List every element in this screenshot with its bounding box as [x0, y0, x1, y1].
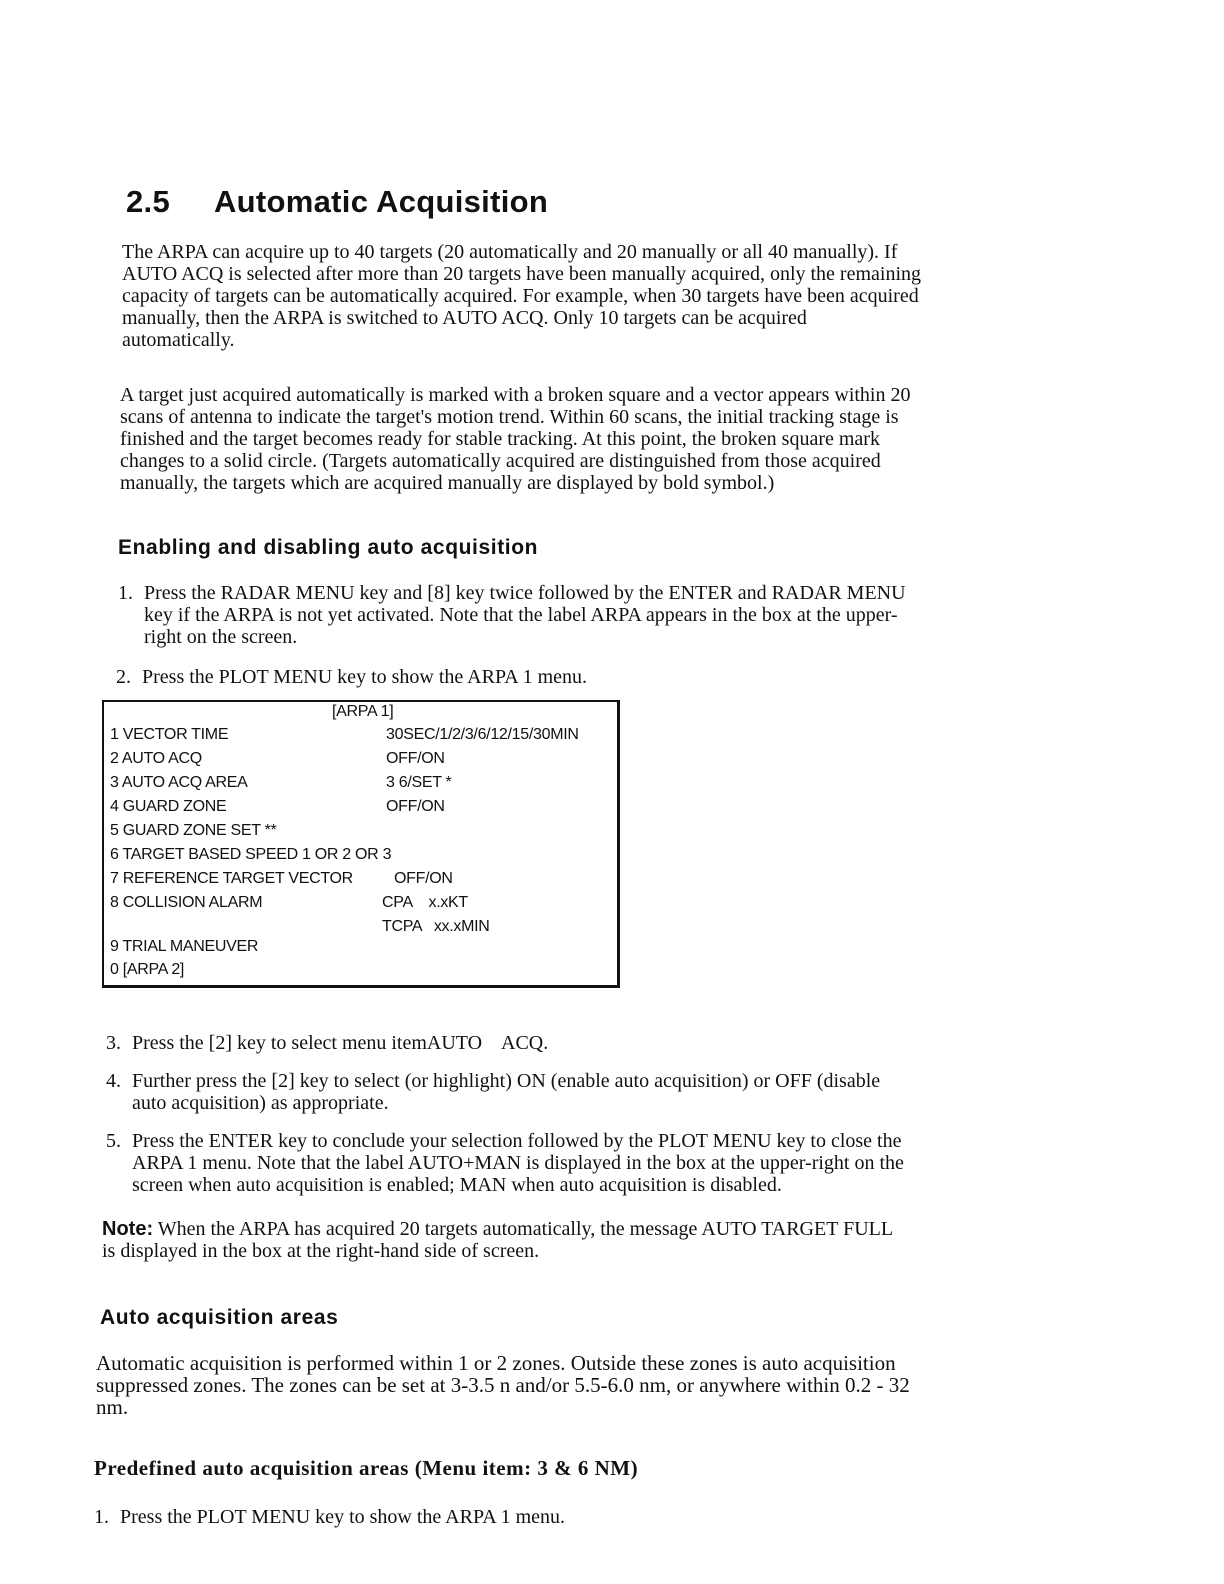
step-text	[132, 1130, 904, 1196]
predefined-heading: Predefined auto acquisition areas (Menu item: 3 & 6 NM)	[94, 1456, 639, 1480]
arpa-1-menu	[102, 700, 620, 988]
section-heading	[126, 184, 548, 220]
text-line: changes to a solid circle. (Targets automatically acquired are distinguished from those acquired	[120, 450, 881, 472]
menu-item-label: 1 VECTOR TIME	[110, 726, 229, 743]
note-label: Note:	[102, 1218, 154, 1240]
menu-item-value: 3 6/SET *	[386, 774, 452, 791]
text-line: right on the screen.	[144, 626, 298, 648]
note-paragraph	[102, 1218, 893, 1262]
text-line: Press the PLOT MENU key to show the ARPA 1 menu.	[142, 666, 588, 688]
menu-item-value: OFF/ON	[386, 798, 445, 815]
text-line: Press the PLOT MENU key to show the ARPA 1 menu.	[120, 1506, 566, 1528]
menu-item-target-based-speed	[110, 846, 391, 868]
menu-item-label: 4 GUARD ZONE	[110, 798, 227, 815]
menu-item-label: 8 COLLISION ALARM	[110, 894, 263, 911]
section-title: Automatic Acquisition	[214, 184, 549, 219]
areas-heading: Auto acquisition areas	[100, 1306, 339, 1329]
menu-item-label: 7 REFERENCE TARGET VECTOR	[110, 870, 353, 887]
text-line: manually, the targets which are acquired manually are displayed by bold symbol.)	[120, 472, 775, 494]
menu-item-vector-time	[110, 726, 579, 748]
step-number: 3.	[106, 1032, 121, 1054]
step-number: 1.	[118, 582, 133, 604]
text-line: Press the ENTER key to conclude your selection followed by the PLOT MENU key to close the	[132, 1130, 902, 1152]
text-line: key if the ARPA is not yet activated. Note that the label ARPA appears in the box at the upper-	[144, 604, 898, 626]
menu-item-label: 0 [ARPA 2]	[110, 961, 185, 978]
menu-item-collision-alarm	[110, 894, 468, 916]
text-line: Press the RADAR MENU key and [8] key twice followed by the ENTER and RADAR MENU	[144, 582, 906, 604]
menu-item-value: 30SEC/1/2/3/6/12/15/30MIN	[386, 726, 579, 743]
text-line: finished and the target becomes ready for stable tracking. At this point, the broken square mark	[120, 428, 880, 450]
text-line: automatically.	[122, 329, 235, 351]
menu-item-label: 9 TRIAL MANEUVER	[110, 938, 259, 955]
enabling-heading: Enabling and disabling auto acquisition	[118, 536, 539, 559]
text-line: A target just acquired automatically is marked with a broken square and a vector appears within 20	[120, 384, 911, 406]
step-number: 1.	[94, 1506, 109, 1528]
target-paragraph	[120, 384, 911, 494]
text-line: scans of antenna to indicate the target's motion trend. Within 60 scans, the initial tracking stage is	[120, 406, 899, 428]
text-line: Press the [2] key to select menu itemAUTO ACQ.	[132, 1032, 549, 1054]
step-text	[144, 582, 906, 648]
menu-item-label: 6 TARGET BASED SPEED 1 OR 2 OR 3	[110, 846, 392, 863]
menu-item-guard-zone-set	[110, 822, 277, 844]
step-number: 2.	[116, 666, 131, 688]
section-number: 2.5	[126, 184, 170, 219]
step-text	[132, 1070, 880, 1114]
text-line: Automatic acquisition is performed within 1 or 2 zones. Outside these zones is auto acquisition	[96, 1351, 896, 1375]
text-line: manually, then the ARPA is switched to AUTO ACQ. Only 10 targets can be acquired	[122, 307, 807, 329]
text-line	[102, 1218, 893, 1240]
menu-item-label: 3 AUTO ACQ AREA	[110, 774, 248, 791]
menu-item-value: OFF/ON	[386, 750, 445, 767]
text-line: nm.	[96, 1395, 129, 1419]
step-number: 5.	[106, 1130, 121, 1152]
menu-item-value: OFF/ON	[394, 870, 453, 887]
text-line: is displayed in the box at the right-hand side of screen.	[102, 1240, 540, 1262]
text-line: Further press the [2] key to select (or highlight) ON (enable auto acquisition) or OFF (disable	[132, 1070, 881, 1092]
menu-item-reference-target-vector	[110, 870, 453, 892]
intro-paragraph	[122, 241, 921, 351]
menu-item-label: 2 AUTO ACQ	[110, 750, 202, 767]
menu-item-arpa-2	[110, 961, 184, 983]
text-line: suppressed zones. The zones can be set at 3-3.5 n and/or 5.5-6.0 nm, or anywhere within 0.2 - 32	[96, 1373, 910, 1397]
menu-title: [ARPA 1]	[332, 703, 394, 720]
menu-item-guard-zone	[110, 798, 445, 820]
step-text	[120, 1506, 565, 1528]
menu-item-auto-acq-area	[110, 774, 452, 796]
note-text: When the ARPA has acquired 20 targets automatically, the message AUTO TARGET FULL	[157, 1218, 894, 1240]
step-text	[142, 666, 587, 688]
text-line: The ARPA can acquire up to 40 targets (20 automatically and 20 manually or all 40 manually). If	[122, 241, 898, 263]
text-line: screen when auto acquisition is enabled; MAN when auto acquisition is disabled.	[132, 1174, 782, 1196]
text-line: auto acquisition) as appropriate.	[132, 1092, 389, 1114]
step-text	[132, 1032, 548, 1054]
menu-item-value: TCPA xx.xMIN	[382, 918, 490, 935]
areas-paragraph	[96, 1352, 910, 1418]
menu-item-label: 5 GUARD ZONE SET **	[110, 822, 277, 839]
step-number: 4.	[106, 1070, 121, 1092]
text-line: capacity of targets can be automatically acquired. For example, when 30 targets have been acquired	[122, 285, 919, 307]
menu-item-trial-maneuver	[110, 938, 258, 960]
menu-item-auto-acq	[110, 750, 445, 772]
menu-item-value: CPA x.xKT	[382, 894, 468, 911]
text-line: ARPA 1 menu. Note that the label AUTO+MAN is displayed in the box at the upper-right on the	[132, 1152, 904, 1174]
text-line: AUTO ACQ is selected after more than 20 targets have been manually acquired, only the remaining	[122, 263, 922, 285]
